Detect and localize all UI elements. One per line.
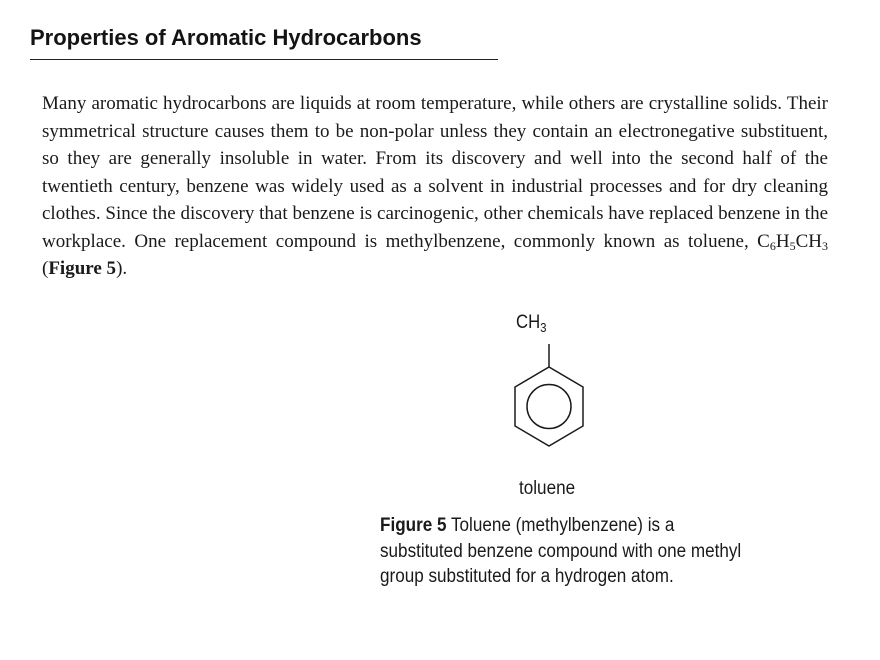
aromatic-circle (527, 385, 571, 429)
body-paragraph: Many aromatic hydrocarbons are liquids at room temperature, while others are crystalline solids. Their symmetrical structure causes them to be non-polar unless they contain an electronegative substituent, so they are generally insoluble in water. From its discovery and well into the second half of the twentieth century, benzene was widely used as a solvent in industrial processes and for dry cleaning clothes. Since the discovery that benzene is carcinogenic, other chemicals have replaced benzene in the workplace. One replacement compound is methylbenzene, commonly known as toluene, $C_6H_5CH_3$ (Figure 5). (42, 93, 828, 279)
compound-name: toluene (519, 478, 576, 499)
figure-caption (380, 513, 758, 590)
toluene-structure-diagram (470, 306, 630, 476)
section-heading: Properties of Aromatic Hydrocarbons (30, 24, 498, 60)
caption-text: Toluene (methylbenzene) is a substituted benzene compound with one methyl group substituted for a hydrogen atom. (380, 515, 742, 587)
paragraph-text: Many aromatic hydrocarbons are liquids at room temperature, while others are crystalline solids. Their symmetrical structure causes them to be non-polar unless they contain an electronegative substituent, so they are generally insoluble in water. From its discovery and well into the second half of the twentieth century, benzene was widely used as a solvent in industrial processes and for dry cleaning clothes. Since the discovery that benzene is carcinogenic, other chemicals have replaced benzene in the workplace. One replacement compound is methylbenzene, commonly known as toluene, (42, 93, 828, 252)
benzene-ring (515, 367, 583, 446)
methyl-group-label: $CH_3$ (516, 312, 547, 335)
toluene-figure (470, 306, 630, 506)
toluene-formula: $C_6H_5CH_3$ (757, 230, 828, 253)
caption-label: Figure 5 (380, 515, 447, 536)
figure-reference: Figure 5 (48, 258, 117, 279)
